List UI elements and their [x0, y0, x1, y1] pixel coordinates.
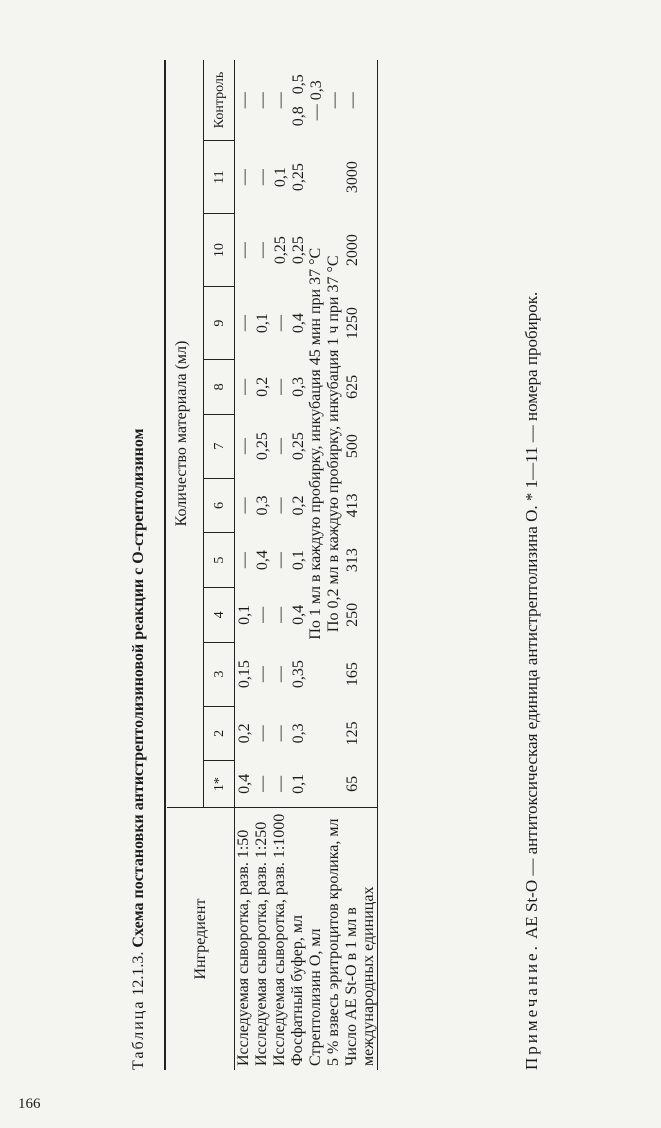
- table-caption: [130, 70, 148, 1070]
- table-cell: 0,1: [272, 167, 289, 188]
- control-value: 0,8: [290, 106, 307, 127]
- control-extra-value: —: [326, 92, 343, 109]
- table-cell: —: [272, 666, 289, 683]
- table-cell: 0,15: [236, 660, 253, 689]
- table-cell: —: [254, 725, 271, 742]
- caption-number: 12.1.3.: [130, 951, 147, 996]
- header-quantity: Количество материала (мл): [173, 340, 190, 527]
- table-cell: —: [272, 497, 289, 514]
- table-cell: —: [272, 552, 289, 569]
- table-cell: 0,4: [254, 550, 271, 571]
- table-row: [289, 60, 307, 1070]
- caption-title: Схема постановки антистрептолизиновой реакции с О-стрептолизином: [130, 428, 147, 948]
- table-cell: 0,2: [254, 376, 271, 397]
- ingredient-name: 5 % взвесь эритроцитов кролика, мл: [325, 808, 343, 1071]
- table-cell: 0,3: [254, 495, 271, 516]
- table-cell: 0,1: [290, 773, 307, 794]
- table-cell: —: [236, 92, 253, 109]
- table-row: [235, 60, 254, 1070]
- tube-number: 4: [204, 588, 235, 643]
- table-cell: 0,25: [254, 432, 271, 461]
- header-row: [167, 60, 204, 1070]
- table-cell: —: [236, 378, 253, 395]
- tube-number: 7: [204, 414, 235, 478]
- table-cell: 165: [343, 642, 378, 706]
- control-extra-value: 0,5: [290, 74, 307, 95]
- table-cell: 2000: [343, 214, 378, 287]
- table-row: [343, 60, 378, 1070]
- table-cell: —: [272, 725, 289, 742]
- table-cell: —: [236, 552, 253, 569]
- table-cell: 250: [343, 588, 378, 643]
- table-cell: —: [254, 666, 271, 683]
- table-cell: 500: [343, 414, 378, 478]
- tube-number: 2: [204, 706, 235, 761]
- table-cell: —: [254, 242, 271, 259]
- table-cell: —: [236, 169, 253, 186]
- table-cell: —: [236, 315, 253, 332]
- table-cell: —: [272, 315, 289, 332]
- table-cell: 0,25: [272, 236, 289, 265]
- data-table: [167, 60, 378, 1070]
- table-cell: 0,3: [290, 376, 307, 397]
- table-row: [271, 60, 289, 1070]
- table-cell: 65: [343, 761, 378, 808]
- table-cell: 625: [343, 360, 378, 415]
- spanning-instruction: По 0,2 мл в каждую пробирку, инкубация 1 ч при 37 °С: [325, 255, 342, 633]
- table-cell: 0,3: [290, 723, 307, 744]
- table-cell: —: [254, 169, 271, 186]
- ingredient-name: Фосфатный буфер, мл: [289, 808, 307, 1071]
- table-cell: —: [272, 378, 289, 395]
- table-top-rule: [164, 60, 166, 1070]
- table-cell: 0,2: [236, 723, 253, 744]
- table-cell: [289, 60, 307, 141]
- table-cell: 0,25: [290, 432, 307, 461]
- table-cell: —: [272, 606, 289, 623]
- table-cell: 413: [343, 478, 378, 533]
- spanning-instruction: По 1 мл в каждую пробирку, инкубация 45 мин при 37 °С: [307, 247, 324, 640]
- ingredient-name: Исследуемая сыворотка, разв. 1:250: [253, 808, 271, 1071]
- table-cell: 0,25: [290, 236, 307, 265]
- ingredient-name: Стрептолизин О, мл: [307, 808, 325, 1071]
- table-cell: 3000: [343, 141, 378, 214]
- control-extra-value: — 0,3: [308, 80, 325, 121]
- table-cell: 0,2: [290, 495, 307, 516]
- table-row: [253, 60, 271, 1070]
- table-row: [307, 60, 325, 1070]
- table-cell: —: [236, 242, 253, 259]
- table-cell: 0,25: [290, 163, 307, 192]
- tube-number: 6: [204, 478, 235, 533]
- ingredient-name: Исследуемая сыворотка, разв. 1:1000: [271, 808, 289, 1071]
- table-cell: 0,1: [254, 313, 271, 334]
- table-cell: 0,4: [290, 604, 307, 625]
- tube-number: 3: [204, 642, 235, 706]
- table-cell: —: [272, 92, 289, 109]
- page-number: 166: [18, 1096, 41, 1112]
- ingredient-name: Исследуемая сыворотка, разв. 1:50: [235, 808, 254, 1071]
- table-cell: 0,4: [290, 313, 307, 334]
- tube-number: 1*: [204, 761, 235, 808]
- ingredient-name: Число АЕ St-O в 1 мл в международных единицах: [343, 808, 378, 1071]
- header-ingredient: Ингредиент: [167, 808, 235, 1071]
- table-cell: 0,1: [290, 550, 307, 571]
- table-cell: 125: [343, 706, 378, 761]
- table-cell: —: [254, 92, 271, 109]
- table-cell: —: [343, 60, 378, 141]
- tube-number-control: Контроль: [204, 60, 235, 141]
- tube-number: 9: [204, 287, 235, 360]
- table-cell: —: [272, 438, 289, 455]
- tube-number: 10: [204, 214, 235, 287]
- table-cell: —: [236, 497, 253, 514]
- table-cell: 313: [343, 533, 378, 588]
- table-cell: —: [254, 775, 271, 792]
- table-note: [522, 292, 542, 1070]
- tube-number: 8: [204, 360, 235, 415]
- table-cell: 0,4: [236, 773, 253, 794]
- note-text: АЕ St-O — антитоксическая единица антистрептолизина О. * 1—11 — номера пробирок.: [522, 291, 541, 939]
- tube-number: 11: [204, 141, 235, 214]
- table-cell: —: [236, 438, 253, 455]
- table-cell: 1250: [343, 287, 378, 360]
- table-cell: —: [272, 775, 289, 792]
- note-label: Примечание.: [522, 943, 541, 1070]
- tube-number: 5: [204, 533, 235, 588]
- caption-label: Таблица: [130, 999, 147, 1070]
- table-row: [325, 60, 343, 1070]
- table-cell: —: [254, 606, 271, 623]
- table-cell: 0,35: [290, 660, 307, 689]
- table-cell: 0,1: [236, 604, 253, 625]
